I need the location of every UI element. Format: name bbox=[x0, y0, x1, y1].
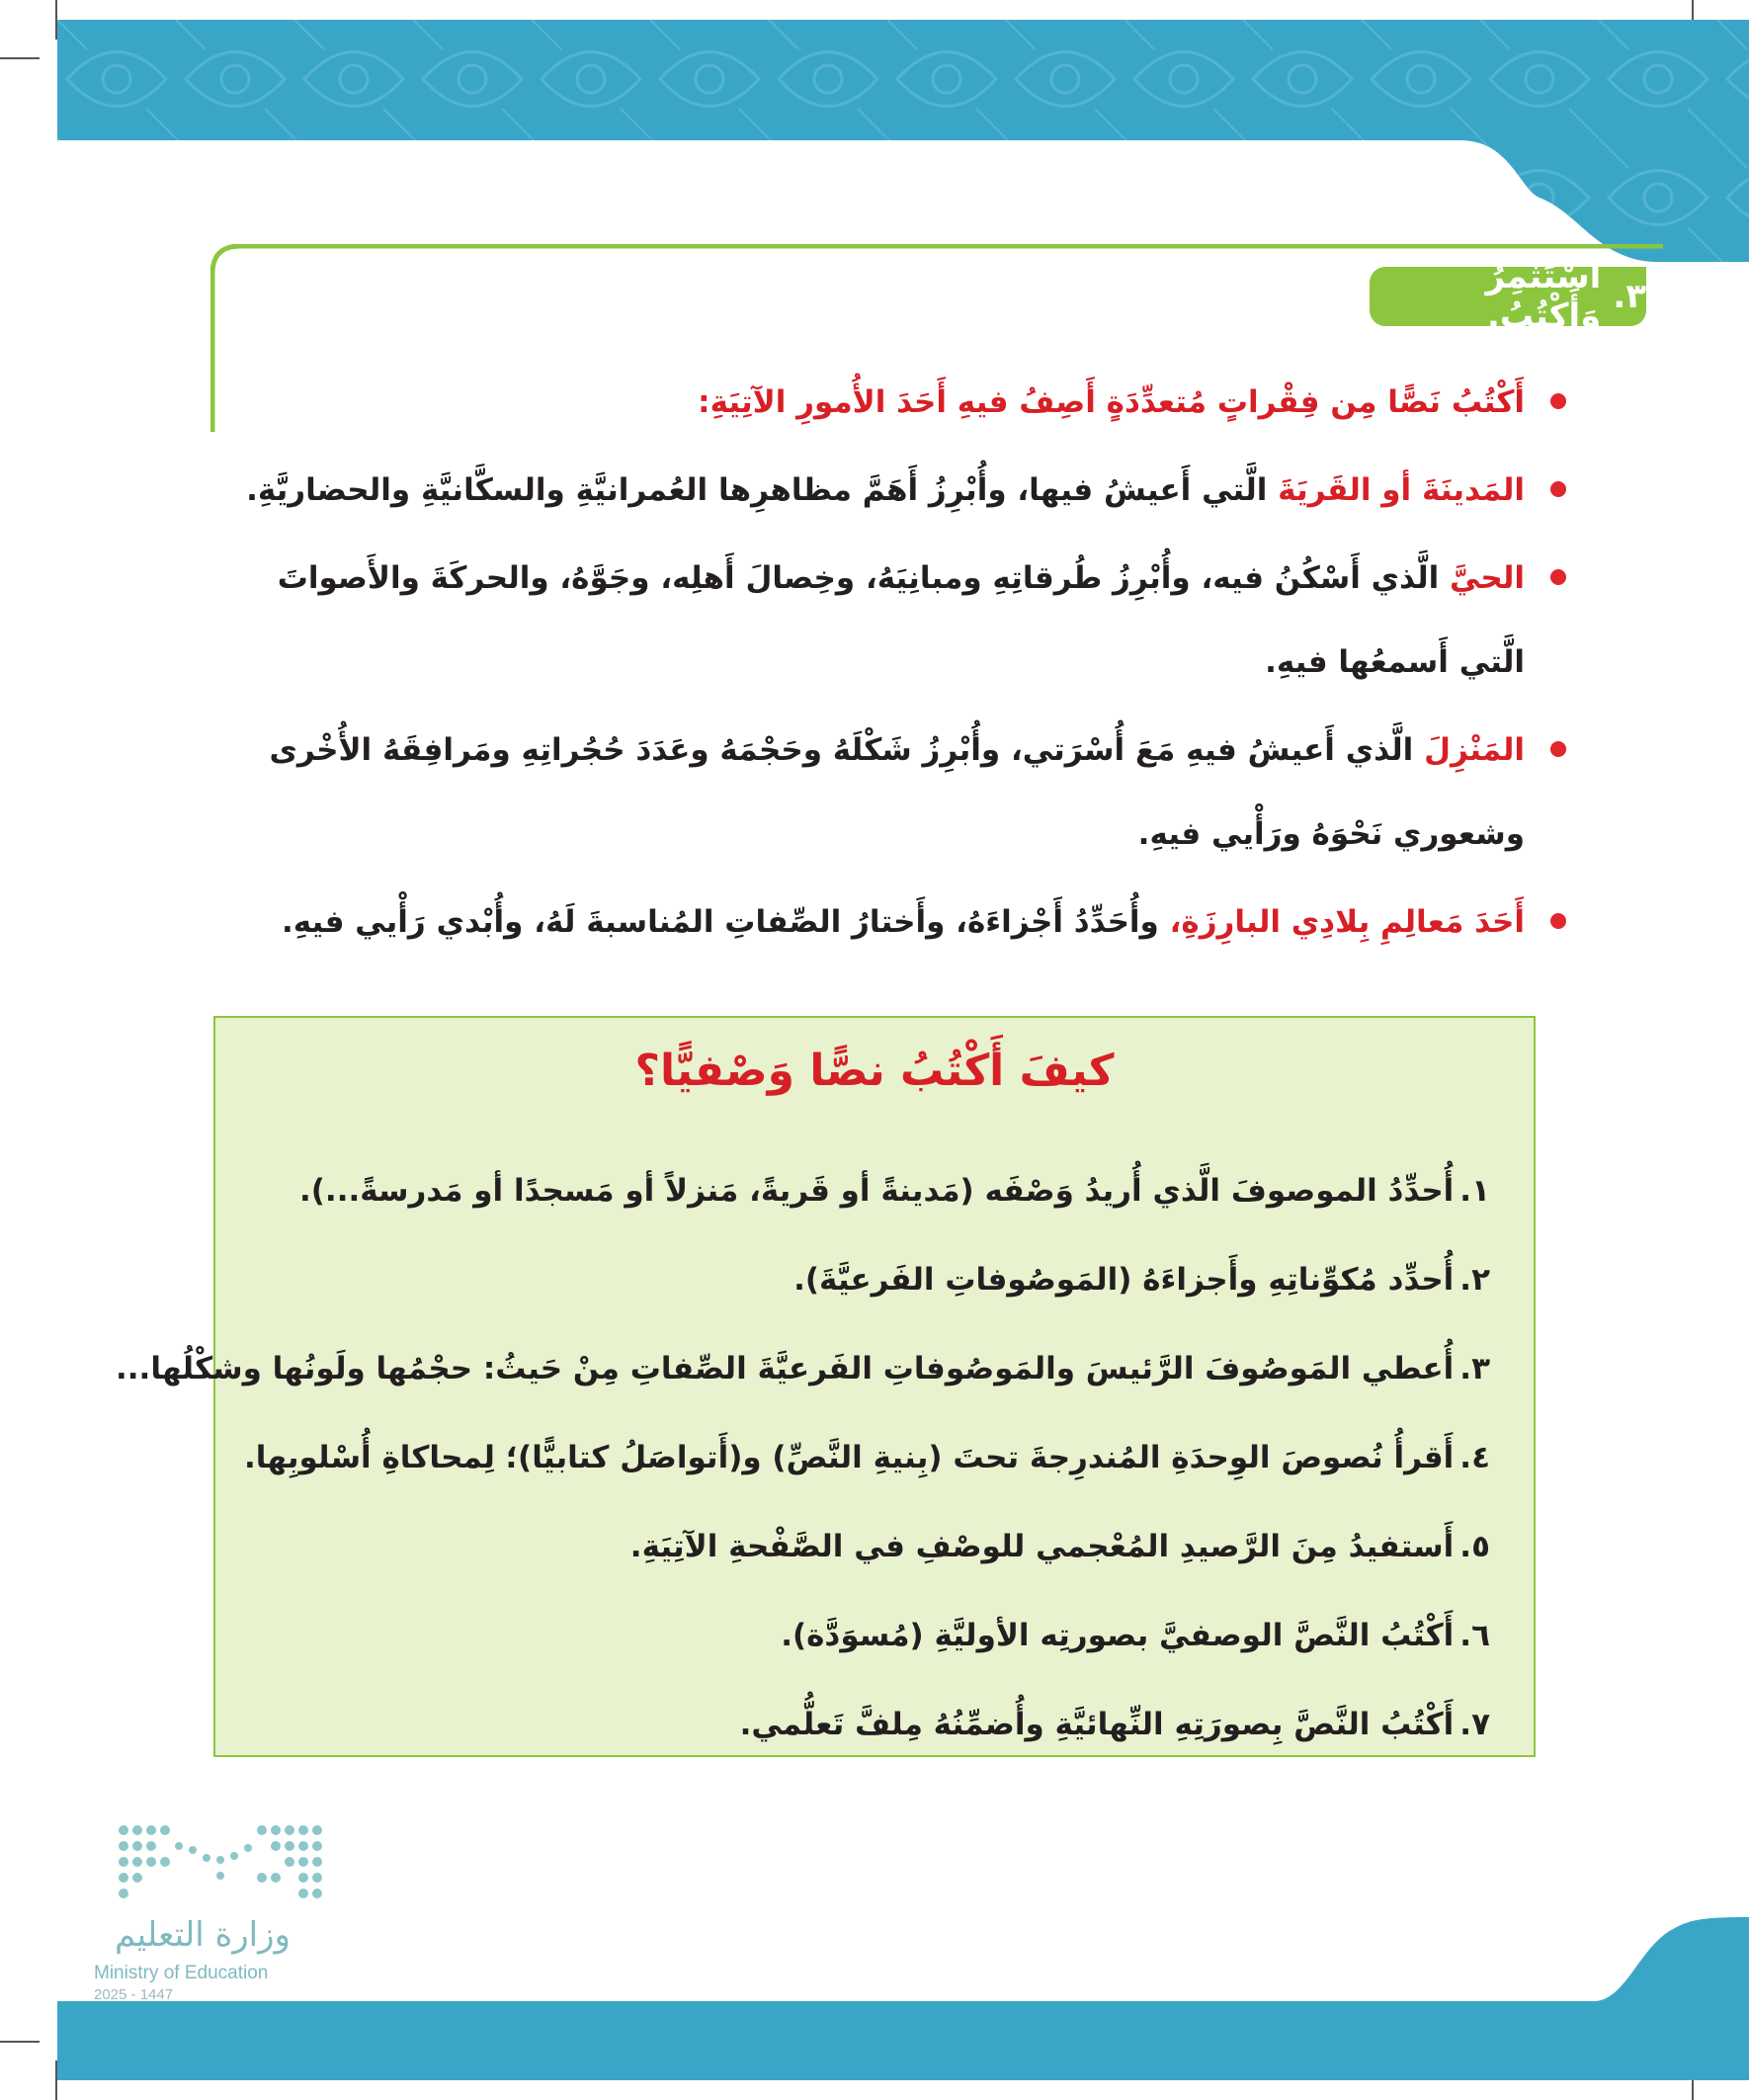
ministry-name-en: Ministry of Education bbox=[94, 1963, 269, 1983]
ministry-name-ar: وزارة التعليم bbox=[115, 1915, 291, 1955]
top-banner bbox=[57, 20, 1749, 282]
task-item: المَدينَةَ أو القَريَةَ الَّتي أَعيشُ فيها، وأُبْرِزُ أَهَمَّ مظاهرِها العُمرانيَّةِ والسكَّانيَّةِ والحضاريَّةِ. bbox=[212, 449, 1566, 533]
task-item: الحيَّ الَّذي أَسْكُنُ فيه، وأُبْرِزُ طُرقاتِهِ ومبانِيَهُ، وخِصالَ أَهلِه، وجَوَّهُ، والحركَةَ والأَصواتَ الَّتي أَسمعُها فيهِ. bbox=[212, 537, 1566, 705]
bullet-dot bbox=[1550, 913, 1566, 929]
crop-mark bbox=[0, 57, 40, 59]
task-item: أَكْتُبُ نَصًّا مِن فِقْراتٍ مُتعدِّدَةٍ أَصِفُ فيهِ أَحَدَ الأُمورِ الآتِيَةِ: bbox=[212, 361, 1566, 445]
step-item: ٣.أُعطي المَوصُوفَ الرَّئيسَ والمَوصُوفاتِ الفَرعيَّةَ الصِّفاتِ مِنْ حَيثُ: حجْمُها ولَونُها وشكْلُها... bbox=[115, 1351, 1490, 1386]
bullet-dot bbox=[1550, 393, 1566, 409]
ministry-year: 2025 - 1447 bbox=[94, 1986, 174, 2003]
step-item: ٥.أَستفيدُ مِنَ الرَّصيدِ المُعْجمي للوصْفِ في الصَّفْحةِ الآتِيَةِ. bbox=[629, 1529, 1490, 1564]
step-item: ٢.أُحدِّد مُكوِّناتِهِ وأَجزاءَهُ (المَوصُوفاتِ الفَرعيَّةَ). bbox=[793, 1262, 1490, 1298]
task-list bbox=[212, 361, 1566, 965]
bullet-dot bbox=[1550, 481, 1566, 497]
step-item: ٤.أَقرأُ نُصوصَ الوِحدَةِ المُندرِجةَ تحتَ (بِنيةِ النَّصِّ) و(أَتواصَلُ كتابيًّا)؛ لِمحاكاةِ أُسْلوبِها. bbox=[243, 1440, 1490, 1475]
exercise-number: ٣. bbox=[1613, 277, 1646, 316]
howto-title: كيفَ أَكْتُبُ نصًّا وَصْفيًّا؟ bbox=[634, 1046, 1115, 1096]
task-item: المَنْزِلَ الَّذي أَعيشُ فيهِ مَعَ أُسْرَتي، وأُبْرِزُ شَكْلَهُ وحَجْمَهُ وعَدَدَ حُجُراتِهِ ومَرافِقَهُ الأُخْرى وشعوري نَحْوَهُ ورَأْيي فيهِ. bbox=[212, 709, 1566, 877]
bullet-dot bbox=[1550, 741, 1566, 757]
exercise-heading bbox=[1370, 257, 1646, 336]
steps-list bbox=[115, 1146, 1490, 1769]
step-item: ٦.أَكْتُبُ النَّصَّ الوصفيَّ بصورتِه الأوليَّةِ (مُسوَدَّة). bbox=[781, 1618, 1490, 1653]
step-item: ٧.أَكْتُبُ النَّصَّ بِصورَتِهِ النِّهائيَّةِ وأُضمِّنُهُ مِلفَّ تَعلُّمي. bbox=[739, 1707, 1490, 1742]
bullet-dot bbox=[1550, 569, 1566, 585]
task-item: أَحَدَ مَعالِمِ بِلادِي البارِزَةِ، وأُحَدِّدُ أَجْزاءَهُ، وأَختارُ الصِّفاتِ المُناسبةَ لَهُ، وأُبْدي رَأْيي فيهِ. bbox=[212, 881, 1566, 965]
ministry-dots-icon bbox=[114, 1818, 331, 1912]
step-item: ١.أُحدِّدُ الموصوفَ الَّذي أُريدُ وَصْفَه (مَدينةً أو قَريةً، مَنزلاً أو مَسجدًا أو مَدرسةً...). bbox=[298, 1173, 1490, 1209]
howto-box bbox=[115, 1016, 1536, 1757]
bottom-banner bbox=[57, 1912, 1749, 2080]
exercise-title: أَسْتَثْمِرُ وَأَكْتُبُ. bbox=[1485, 257, 1602, 336]
crop-mark bbox=[0, 2041, 40, 2043]
ministry-logo bbox=[94, 1818, 331, 2003]
page-number: ١٣٤ bbox=[1527, 1922, 1611, 1975]
